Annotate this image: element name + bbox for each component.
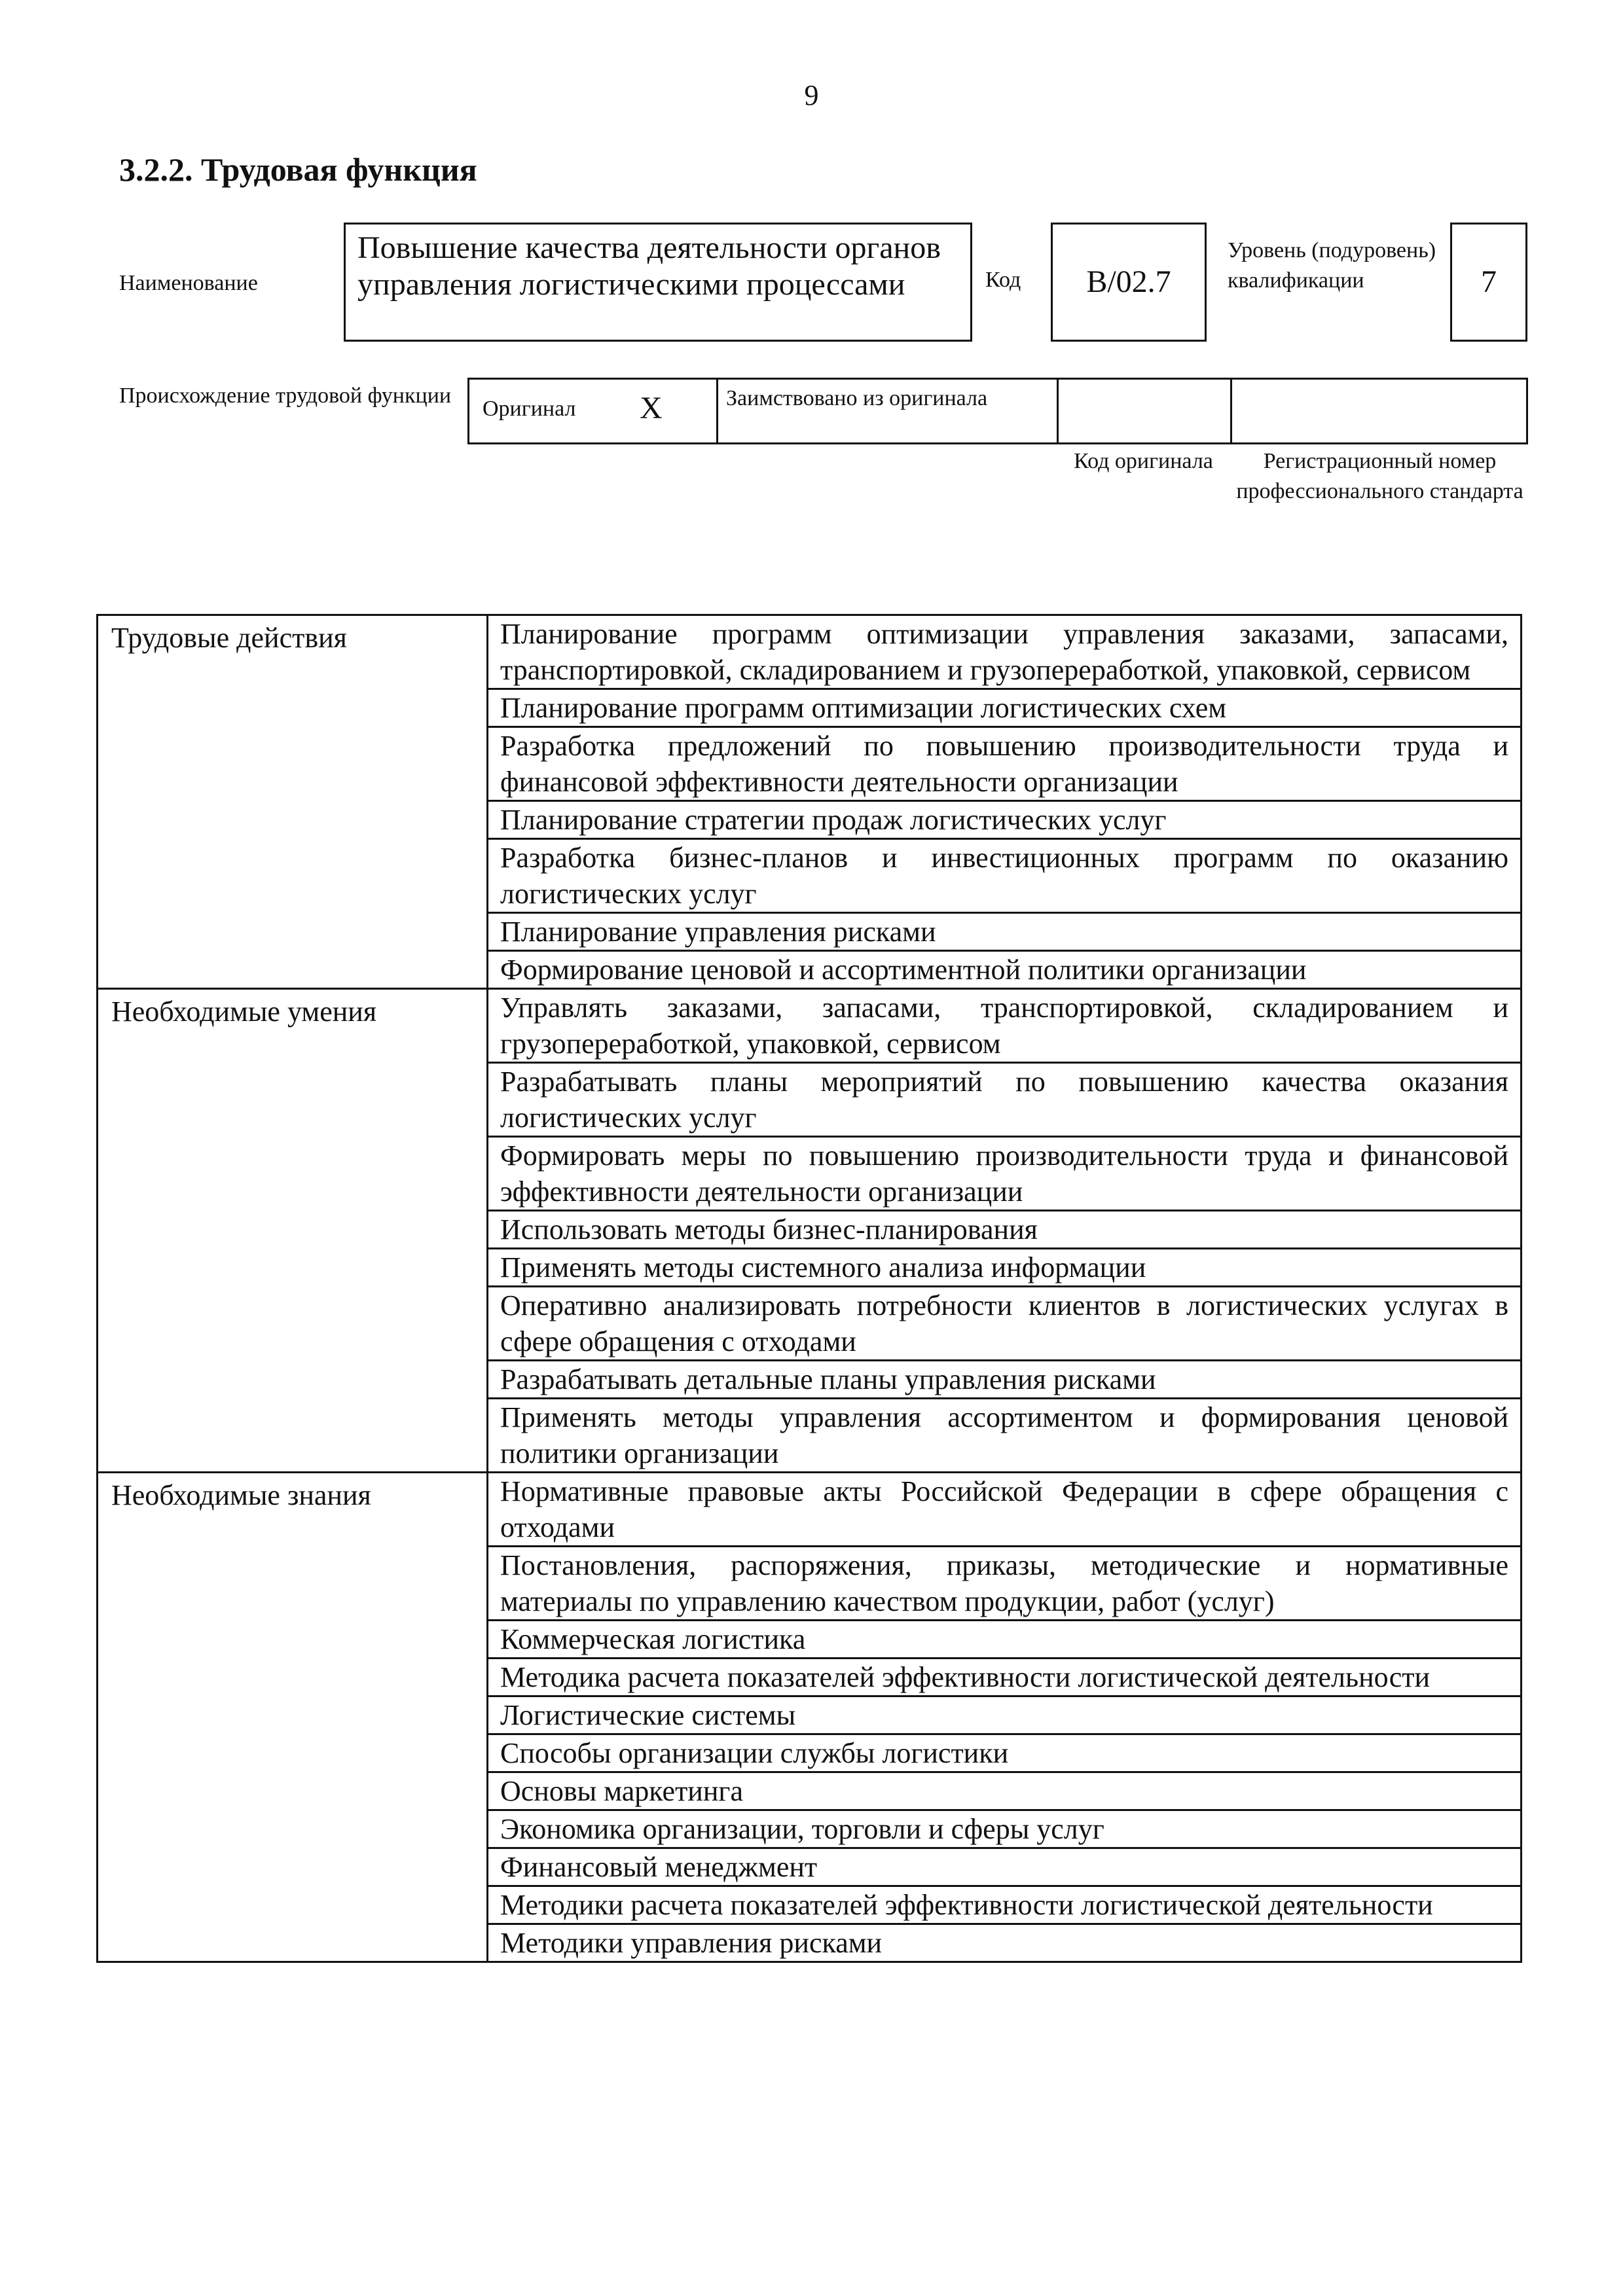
origin-original-cell [469,380,718,442]
origin-label: Происхождение трудовой функции [119,384,452,408]
list-item: Нормативные правовые акты Российской Федерации в сфере обращения с отходами [488,1473,1522,1547]
origin-borrowed-cell [718,380,1059,442]
list-item: Планирование стратегии продаж логистических услуг [488,801,1522,839]
list-item: Применять методы системного анализа информации [488,1249,1522,1287]
labor-function-table [96,614,1522,1963]
name-value-box [344,223,972,342]
level-label: Уровень (подуровень) квалификации [1228,238,1436,293]
origin-box [467,378,1528,444]
list-item: Разрабатывать планы мероприятий по повышению качества оказания логистических услуг [488,1063,1522,1137]
list-item: Планирование управления рисками [488,913,1522,951]
list-item: Применять методы управления ассортиментом и формирования ценовой политики организации [488,1399,1522,1473]
list-item: Планирование программ оптимизации управления заказами, запасами, транспортировкой, складированием и грузопереработкой, упаковкой, сервисом [488,615,1522,689]
borrowed-label: Заимствовано из оригинала [726,386,988,410]
list-item: Формировать меры по повышению производительности труда и финансовой эффективности деятельности организации [488,1137,1522,1211]
original-label: Оригинал [483,397,576,421]
list-item: Разрабатывать детальные планы управления рисками [488,1361,1522,1399]
name-value: Повышение качества деятельности органов управления логистическими процессами [357,230,941,302]
list-item: Постановления, распоряжения, приказы, методические и нормативные материалы по управлению качеством продукции, работ (услуг) [488,1547,1522,1621]
level-value: 7 [1481,264,1497,299]
section-title-cell: Трудовые действия [98,615,488,989]
section-title-cell: Необходимые умения [98,989,488,1473]
list-item: Использовать методы бизнес-планирования [488,1211,1522,1249]
origin-reg-number-cell [1232,380,1527,442]
list-item: Способы организации службы логистики [488,1734,1522,1772]
section-title: 3.2.2. Трудовая функция [119,151,477,188]
list-item: Методики расчета показателей эффективности логистической деятельности [488,1886,1522,1924]
list-item: Коммерческая логистика [488,1621,1522,1659]
list-item: Планирование программ оптимизации логистических схем [488,689,1522,727]
code-original-caption: Код оригинала [1074,449,1213,473]
list-item: Оперативно анализировать потребности клиентов в логистических услугах в сфере обращения с отходами [488,1287,1522,1361]
reg-number-caption: Регистрационный номер профессионального стандарта [1236,449,1523,503]
level-value-box [1450,223,1527,342]
table-row [98,615,1522,689]
origin-code-cell [1059,380,1232,442]
table-row [98,1473,1522,1547]
list-item: Методики управления рисками [488,1924,1522,1962]
list-item: Разработка бизнес-планов и инвестиционных программ по оказанию логистических услуг [488,839,1522,913]
list-item: Экономика организации, торговли и сферы услуг [488,1810,1522,1848]
list-item: Методика расчета показателей эффективности логистической деятельности [488,1659,1522,1696]
list-item: Формирование ценовой и ассортиментной политики организации [488,951,1522,989]
code-label: Код [985,268,1021,292]
list-item: Основы маркетинга [488,1772,1522,1810]
list-item: Логистические системы [488,1696,1522,1734]
list-item: Финансовый менеджмент [488,1848,1522,1886]
page-number: 9 [804,79,819,111]
list-item: Управлять заказами, запасами, транспортировкой, складированием и грузопереработкой, упаковкой, сервисом [488,989,1522,1063]
name-label: Наименование [119,271,258,295]
code-value-box [1051,223,1207,342]
table-row [98,989,1522,1063]
original-mark: X [640,391,663,425]
code-value: B/02.7 [1086,264,1171,299]
section-title-cell: Необходимые знания [98,1473,488,1962]
list-item: Разработка предложений по повышению производительности труда и финансовой эффективности деятельности организации [488,727,1522,801]
